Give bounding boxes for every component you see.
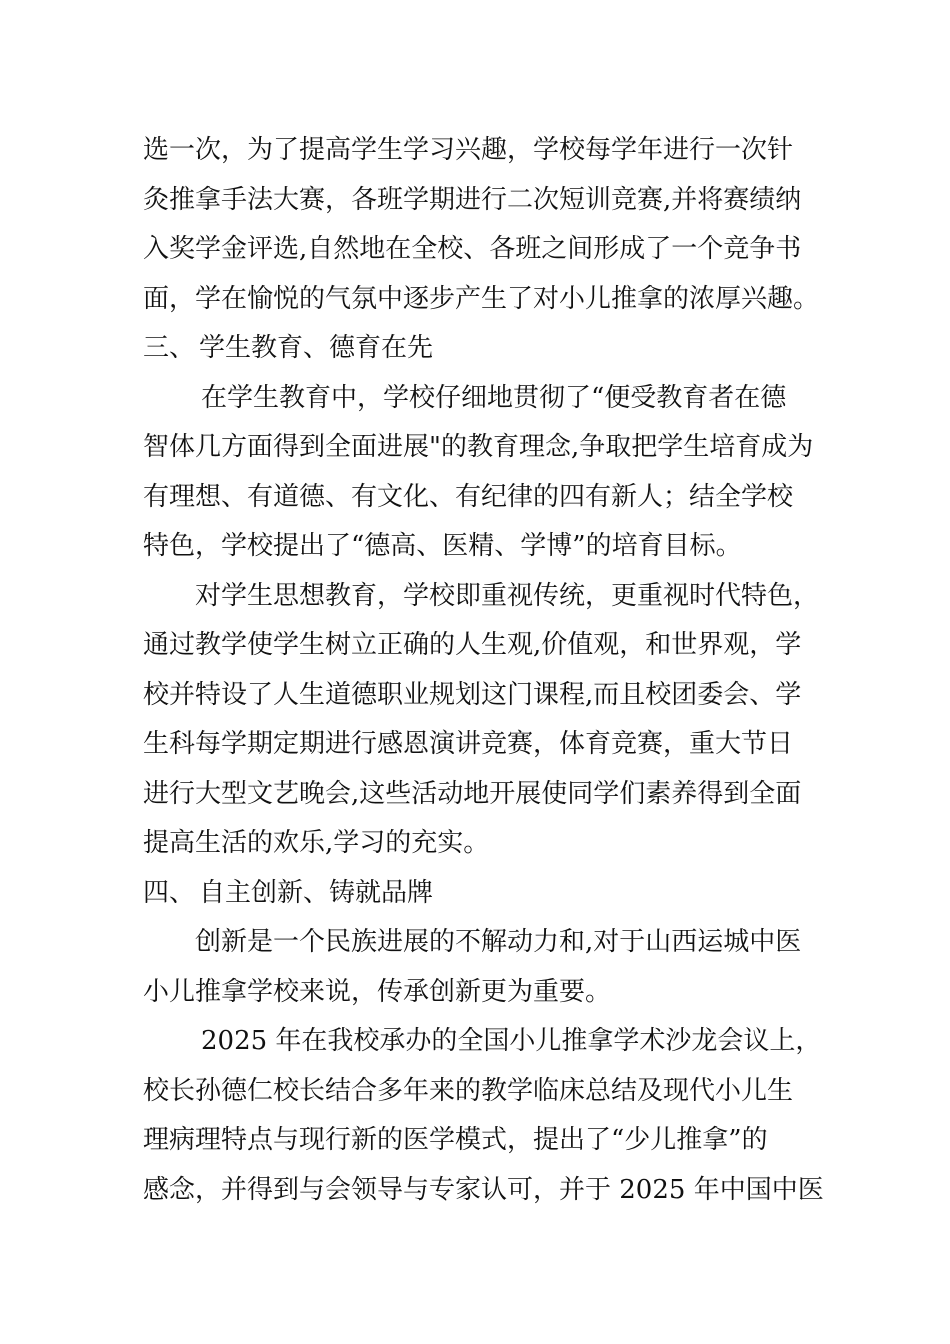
text-line: 创新是一个民族进展的不解动力和,对于山西运城中医: [195, 927, 802, 957]
text-line: 选一次，为了提高学生学习兴趣，学校每学年进行一次针: [143, 135, 794, 165]
text-line: 校长孙德仁校长结合多年来的教学临床总结及现代小儿生: [143, 1075, 794, 1106]
document-body: [143, 126, 823, 1215]
text-line: 智体几方面得到全面进展"的教育理念,争取把学生培育成为: [143, 432, 814, 462]
text-line: 2025 年在我校承办的全国小儿推拿学术沙龙会议上，: [201, 1026, 822, 1056]
section-heading-3: [143, 324, 823, 374]
text-line: 通过教学使学生树立正确的人生观,价值观，和世界观，学: [143, 630, 802, 660]
text-line: 进行大型文艺晚会,这些活动地开展使同学们素养得到全面: [143, 778, 802, 809]
text-line: 面，学在愉悦的气氛中逐步产生了对小儿推拿的浓厚兴趣。: [143, 283, 820, 314]
text-line: 入奖学金评选,自然地在全校、各班之间形成了一个竞争书: [143, 234, 802, 264]
text-line: 感念，并得到与会领导与专家认可，并于 2025 年中国中医: [143, 1174, 824, 1205]
text-line: 灸推拿手法大赛，各班学期进行二次短训竞赛,并将赛绩纳: [143, 184, 802, 215]
text-line: 小儿推拿学校来说，传承创新更为重要。: [143, 976, 612, 1007]
section-title: 自主创新、铸就品牌: [199, 877, 434, 908]
text-line: 特色，学校提出了“德高、医精、学博”的培育目标。: [143, 531, 742, 561]
text-line: 有理想、有道德、有文化、有纪律的四有新人；结全学校: [143, 481, 794, 512]
section-number: 四、: [143, 877, 196, 908]
section-title: 学生教育、德育在先: [199, 333, 434, 363]
text-line: 校并特设了人生道德职业规划这门课程,而且校团委会、学: [143, 679, 802, 710]
text-line: 在学生教育中，学校仔细地贯彻了“便受教育者在德: [201, 382, 787, 413]
section-heading-4: [143, 869, 823, 919]
text-line: 对学生思想教育，学校即重视传统，更重视时代特色，: [195, 580, 820, 611]
text-line: 理病理特点与现行新的医学模式，提出了“少儿推拿”的: [143, 1125, 768, 1155]
text-line: 提高生活的欢乐,学习的充实。: [143, 828, 490, 858]
text-line: 生科每学期定期进行感恩演讲竞赛，体育竞赛，重大节日: [143, 729, 794, 759]
section-number: 三、: [143, 333, 196, 363]
